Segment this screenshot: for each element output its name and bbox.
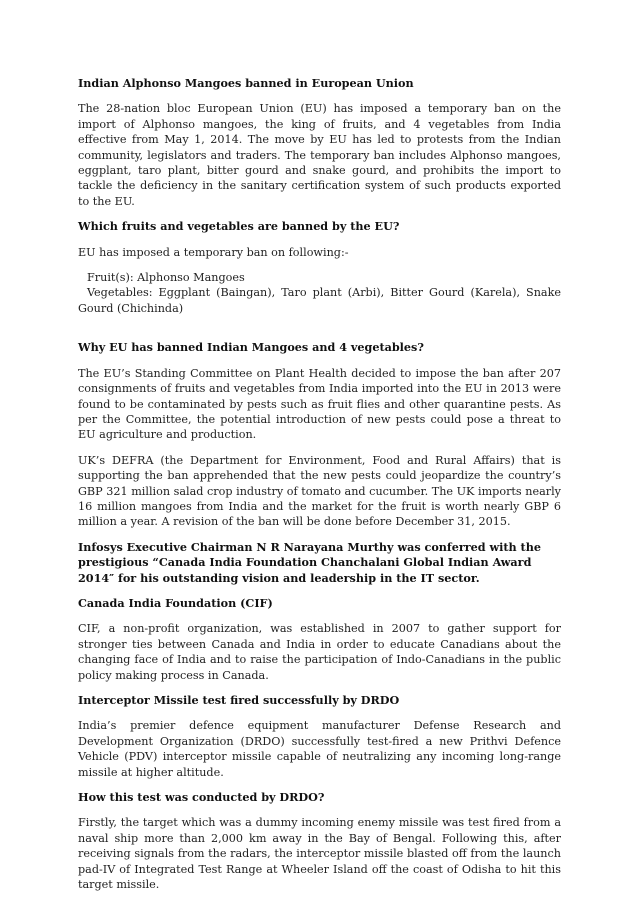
heading-interceptor-missile: Interceptor Missile test fired successfully by DRDO bbox=[78, 693, 400, 707]
paragraph-standing-committee: The EU’s Standing Committee on Plant Health decided to impose the ban after 207 consignments of fruits and vegetables from India imported into the EU in 2013 were found to be contaminated by pests such as fruit flies and other quarantine pests. As per the Committee, the potential introduction of new pests could pose a threat to EU agriculture and production. bbox=[78, 366, 561, 442]
list-item-fruits: Fruit(s): Alphonso Mangoes bbox=[87, 271, 245, 285]
heading-cif: Canada India Foundation (CIF) bbox=[78, 595, 273, 610]
heading-ban-reason: Why EU has banned Indian Mangoes and 4 vegetables? bbox=[78, 340, 424, 355]
paragraph-drdo-missile: India’s premier defence equipment manufacturer Defense Research and Development Organization (DRDO) successfully test-fired a new Prithvi Defence Vehicle (PDV) interceptor missile capable of neutralizing any incoming long-range missile at higher altitude. bbox=[78, 719, 561, 779]
heading-mango-ban: Indian Alphonso Mangoes banned in European Union bbox=[78, 76, 414, 90]
paragraph-test-conduct: Firstly, the target which was a dummy incoming enemy missile was test fired from a naval ship more than 2,000 km away in the Bay of Bengal. Following this, after receiving signals from the radars, the interceptor missile blasted off from the launch pad-IV of Integrated Test Range at Wheeler Island off the coast of Odisha to hit this target missile. bbox=[78, 816, 561, 892]
paragraph-mango-ban: The 28-nation bloc European Union (EU) has imposed a temporary ban on the import of Alphonso mangoes, the king of fruits, and 4 vegetables from India effective from May 1, 2014. The move by EU has led to protests from the Indian community, legislators and traders. The temporary ban includes Alphonso mangoes, eggplant, taro plant, bitter gourd and snake gourd, and prohibits the import to tackle the deficiency in the sanitary certification system of such products exported to the EU. bbox=[78, 102, 561, 208]
heading-test-conduct: How this test was conducted by DRDO? bbox=[78, 790, 325, 805]
paragraph-uk-defra: UK’s DEFRA (the Department for Environment, Food and Rural Affairs) that is supporting the ban apprehended that the new pests could jeopardize the country’s GBP 321 million salad crop industry of tomato and cucumber. The UK imports nearly 16 million mangoes from India and the market for the fruit is worth nearly GBP 6 million a year. A revision of the ban will be done before December 31, 2015. bbox=[78, 453, 561, 529]
list-item-vegetables: Vegetables: Eggplant (Baingan), Taro plant (Arbi), Bitter Gourd (Karela), Snake Gourd (Chichinda) bbox=[78, 286, 561, 315]
paragraph-cif: CIF, a non-profit organization, was established in 2007 to gather support for stronger ties between Canada and India in order to educate Canadians about the changing face of India and to raise the participation of Indo-Canadians in the public policy making process in Canada. bbox=[78, 622, 561, 682]
heading-banned-items: Which fruits and vegetables are banned by the EU? bbox=[78, 219, 400, 234]
heading-infosys-award: Infosys Executive Chairman N R Narayana Murthy was conferred with the prestigious “Canada India Foundation Chanchalani Global Indian Award 2014″ for his outstanding vision and leadership in the IT sector. bbox=[78, 539, 541, 585]
paragraph-ban-intro: EU has imposed a temporary ban on following:- bbox=[78, 245, 349, 259]
document-page bbox=[78, 76, 561, 902]
